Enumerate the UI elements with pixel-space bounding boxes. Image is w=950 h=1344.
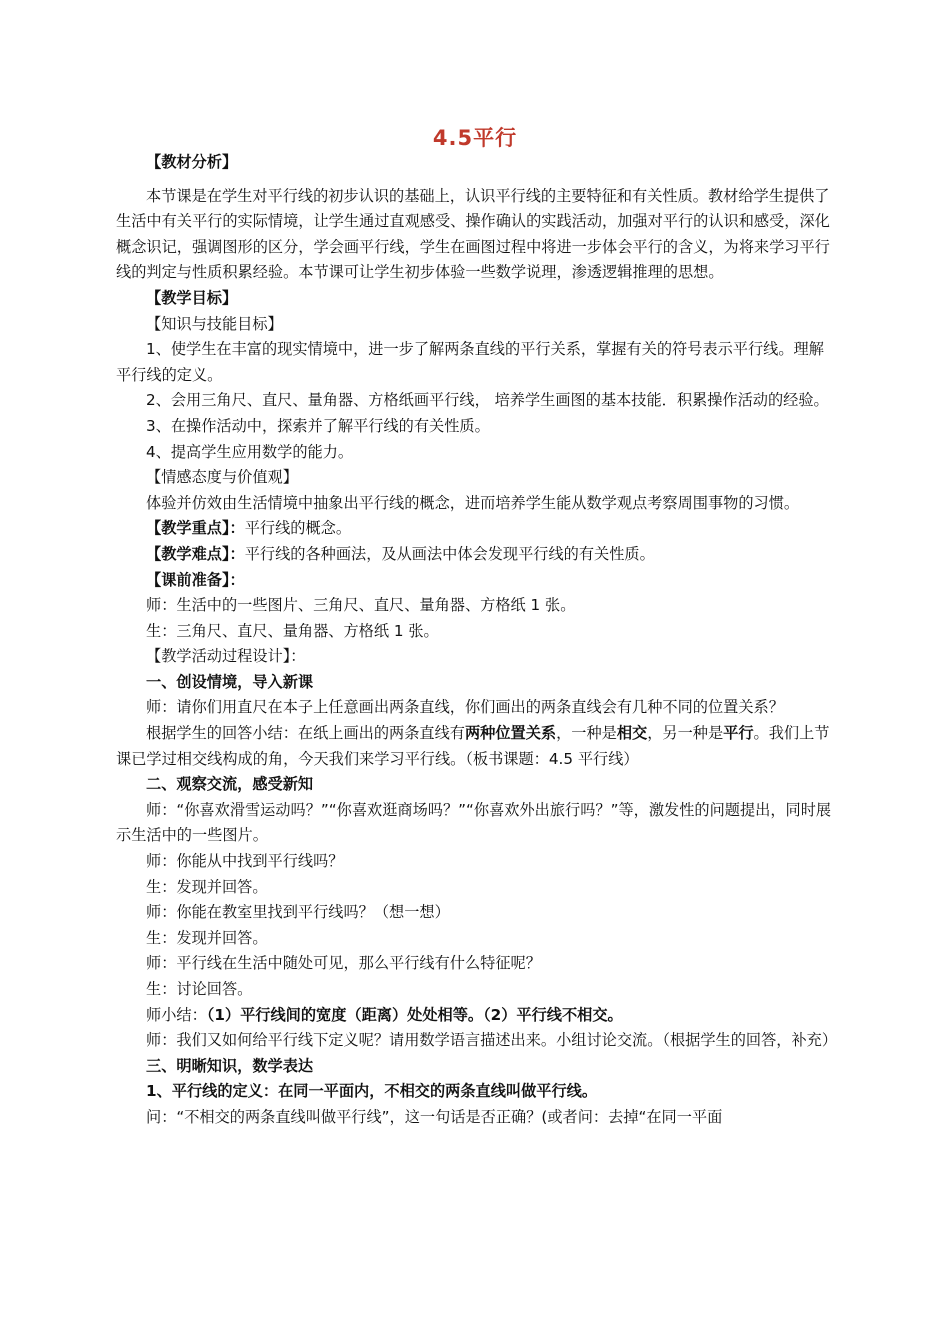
section2-line4: 师：你能在教室里找到平行线吗？（想一想）: [146, 903, 450, 922]
goals-heading: 【教学目标】: [146, 288, 238, 307]
section2-line7: 生：讨论回答。: [146, 980, 253, 998]
section1-text-c: ，一种是: [556, 724, 617, 743]
section2-line3: 生：发现并回答。: [146, 877, 268, 896]
section2-line5: 生：发现并回答。: [146, 928, 268, 947]
key-point-text: 平行线的概念。: [244, 519, 352, 538]
prep-heading: 【课前准备】：: [146, 570, 245, 589]
section1-line2: [116, 721, 838, 772]
section2-line8: 师：我们又如何给平行线下定义呢？请用数学语言描述出来。小组讨论交流。（根据学生的回答，补充）: [146, 1031, 838, 1050]
analysis-paragraph: 本节课是在学生对平行线的初步认识的基础上，认识平行线的主要特征和有关性质。教材给学生提供了生活中有关平行的实际情境，让学生通过直观感受、操作确认的实践活动，加强对平行的认识和感受，深化概念识记，强调图形的区分，学会画平行线，学生在画图过程中将进一步体会平行的含义，为将来学习平行线的判定与性质积累经验。本节课可让学生初步体验一些数学说理，渗透逻辑推理的思想。: [116, 186, 830, 282]
analysis-heading: 【教材分析】: [146, 153, 238, 171]
knowledge-heading: 【知识与技能目标】: [146, 314, 283, 333]
difficulty: [116, 542, 838, 568]
key-point: [116, 516, 838, 542]
section1-line1: 师：请你们用直尺在本子上任意画出两条直线，你们画出的两条直线会有几种不同的位置关系？: [146, 698, 784, 717]
difficulty-label: 【教学难点】：: [146, 544, 245, 563]
section2-line2: 师：你能从中找到平行线吗？: [146, 852, 344, 871]
goal-item-1: 1、使学生在丰富的现实情境中，进一步了解两条直线的平行关系，掌握有关的符号表示平行线。理解平行线的定义。: [116, 340, 824, 384]
section3-question: 问：“不相交的两条直线叫做平行线”，这一句话是否正确？(或者问：去掉“在同一平面: [146, 1107, 723, 1126]
section2-heading: 二、观察交流，感受新知: [146, 775, 314, 794]
section1-heading: 一、创设情境，导入新课: [146, 672, 314, 691]
document-body: [116, 150, 838, 1131]
goal-item-2: 2、会用三角尺、直尺、量角器、方格纸画平行线， 培养学生画图的基本技能．积累操作活动的经验。: [146, 391, 829, 410]
section3-definition: 1、平行线的定义：在同一平面内，不相交的两条直线叫做平行线。: [146, 1082, 598, 1101]
prep-student: 生：三角尺、直尺、量角器、方格纸 1 张。: [146, 621, 439, 640]
section1-bold-relations: 两种位置关系: [464, 724, 557, 743]
section2-line1: 师：“你喜欢滑雪运动吗？”“你喜欢逛商场吗？”“你喜欢外出旅行吗？”等，激发性的问题提出，同时展示生活中的一些图片。: [116, 800, 832, 845]
key-point-label: 【教学重点】：: [146, 519, 245, 538]
section1-bold-intersect: 相交: [616, 724, 648, 743]
goal-item-3: 3、在操作活动中，探索并了解平行线的有关性质。: [146, 416, 490, 435]
section3-heading: 三、明晰知识，数学表达: [146, 1056, 314, 1075]
summary-text: （1）平行线间的宽度（距离）处处相等。（2）平行线不相交。: [206, 1005, 623, 1024]
difficulty-text: 平行线的各种画法，及从画法中体会发现平行线的有关性质。: [244, 544, 655, 563]
goal-item-4: 4、提高学生应用数学的能力。: [146, 442, 354, 461]
process-heading: 【教学活动过程设计】：: [146, 647, 306, 666]
emotion-heading: 【情感态度与价值观】: [146, 468, 298, 487]
emotion-paragraph: 体验并仿效由生活情境中抽象出平行线的概念，进而培养学生能从数学观点考察周围事物的习惯。: [146, 493, 800, 512]
section1-text-a: 根据学生的回答小结：在纸上画出的两条直线有: [146, 724, 465, 743]
summary-label: 师小结：: [146, 1005, 207, 1024]
page-title: 4.5平行: [432, 126, 518, 150]
section2-summary: [116, 1003, 838, 1029]
section1-text-g: 。我们上节课已学过相交线构成的角，今天我们来学习平行线。（板书课题：4.5 平行线）: [116, 724, 830, 768]
section1-bold-parallel: 平行: [723, 724, 754, 743]
section2-line6: 师：平行线在生活中随处可见，那么平行线有什么特征呢？: [146, 954, 541, 973]
prep-teacher: 师：生活中的一些图片、三角尺、直尺、量角器、方格纸 1 张。: [146, 596, 576, 615]
section1-text-e: ，另一种是: [647, 724, 724, 743]
